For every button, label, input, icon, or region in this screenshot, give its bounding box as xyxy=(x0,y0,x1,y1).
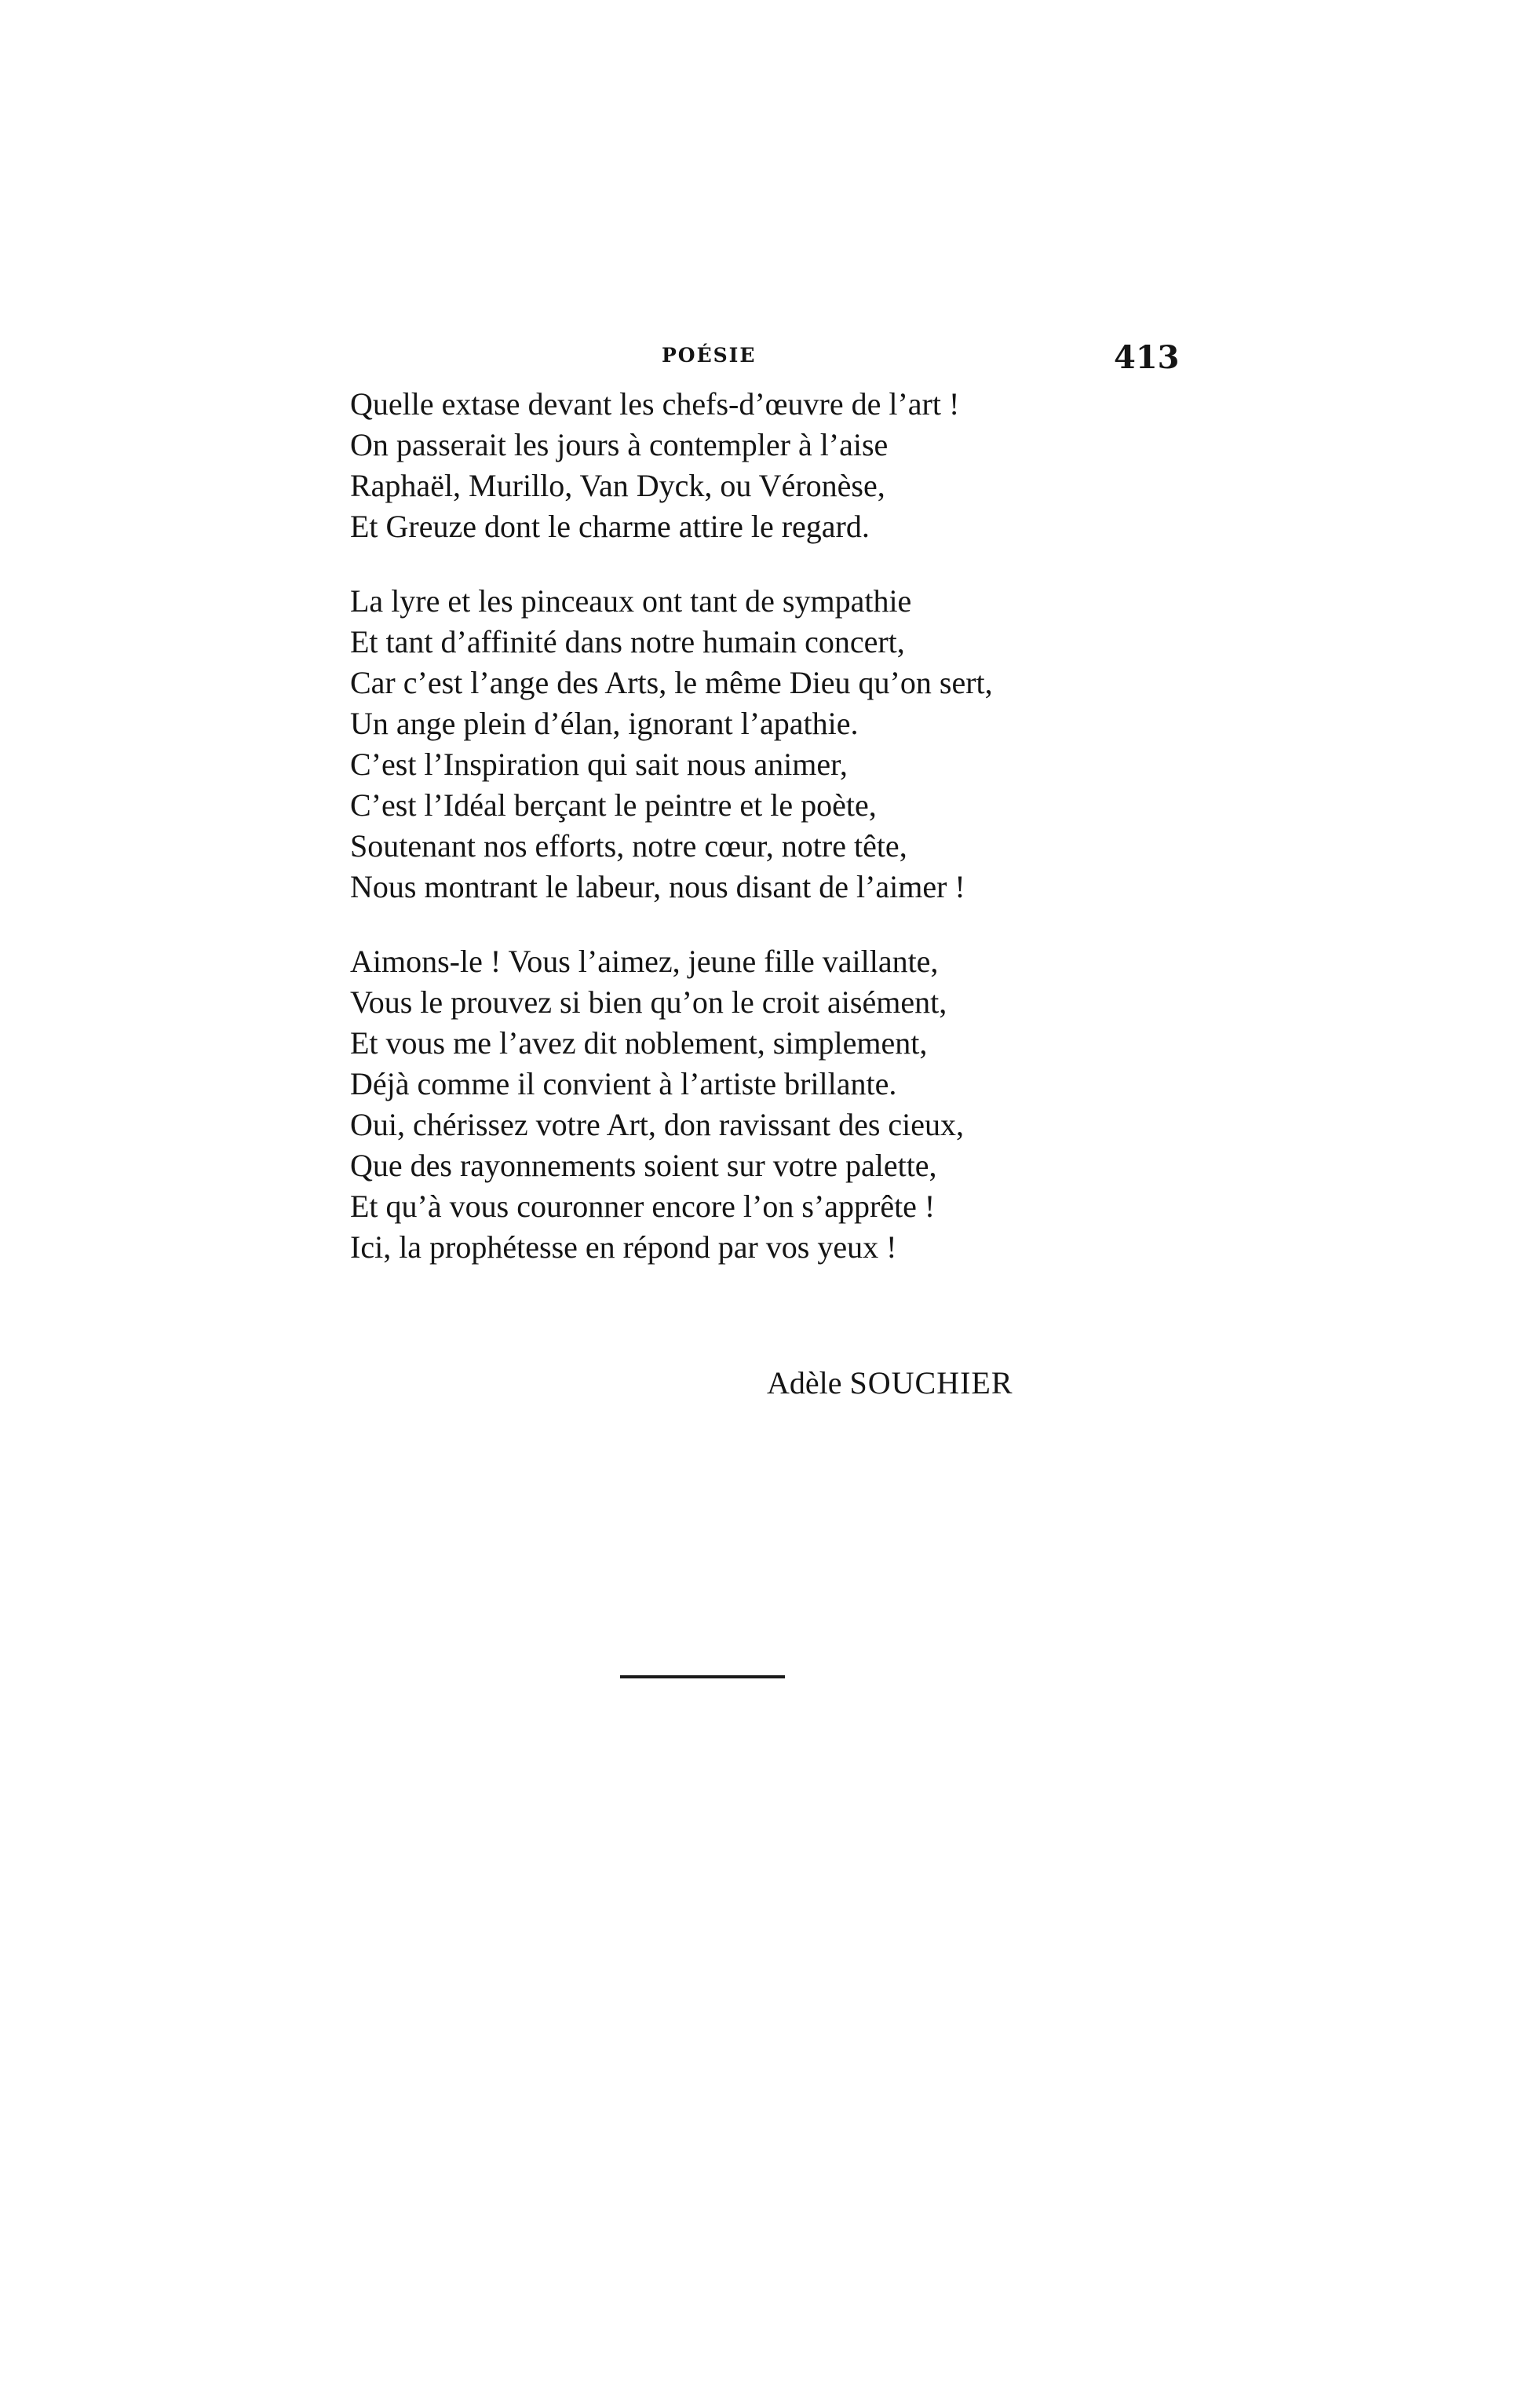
author-surname: SOUCHIER xyxy=(849,1365,1013,1401)
section-title: POÉSIE xyxy=(662,344,757,367)
verse-line: Et tant d’affinité dans notre humain concert, xyxy=(350,624,905,659)
verse-line: Aimons-le ! Vous l’aimez, jeune fille vaillante, xyxy=(350,944,939,979)
stanza-3 xyxy=(350,941,1135,1268)
end-rule-divider xyxy=(620,1675,785,1678)
verse-line: C’est l’Idéal berçant le peintre et le poète, xyxy=(350,787,877,823)
stanza-1 xyxy=(350,384,1135,547)
verse-line: Ici, la prophétesse en répond par vos yeux ! xyxy=(350,1229,897,1265)
verse-line: Quelle extase devant les chefs-d’œuvre de l’art ! xyxy=(350,386,960,422)
verse-line: C’est l’Inspiration qui sait nous animer, xyxy=(350,747,848,782)
verse-line: Que des rayonnements soient sur votre palette, xyxy=(350,1148,937,1183)
verse-line: Soutenant nos efforts, notre cœur, notre tête, xyxy=(350,828,907,864)
author-signature xyxy=(767,1364,1013,1401)
verse-line: Déjà comme il convient à l’artiste brillante. xyxy=(350,1066,897,1101)
verse-line: La lyre et les pinceaux ont tant de sympathie xyxy=(350,583,912,619)
author-first-name: Adèle xyxy=(767,1365,842,1401)
page-number: 413 xyxy=(1114,339,1180,376)
verse-line: Nous montrant le labeur, nous disant de l’aimer ! xyxy=(350,869,965,904)
verse-line: On passerait les jours à contempler à l’aise xyxy=(350,427,889,462)
poem xyxy=(350,384,1135,1268)
verse-line: Et vous me l’avez dit noblement, simplement, xyxy=(350,1025,928,1061)
stanza-2 xyxy=(350,581,1135,907)
verse-line: Et Greuze dont le charme attire le regard. xyxy=(350,509,870,544)
verse-line: Oui, chérissez votre Art, don ravissant des cieux, xyxy=(350,1107,965,1142)
verse-line: Car c’est l’ange des Arts, le même Dieu qu’on sert, xyxy=(350,665,993,700)
verse-line: Vous le prouvez si bien qu’on le croit aisément, xyxy=(350,984,947,1020)
verse-line: Raphaël, Murillo, Van Dyck, ou Véronèse, xyxy=(350,468,885,503)
verse-line: Et qu’à vous couronner encore l’on s’apprête ! xyxy=(350,1189,936,1224)
verse-line: Un ange plein d’élan, ignorant l’apathie. xyxy=(350,706,859,741)
